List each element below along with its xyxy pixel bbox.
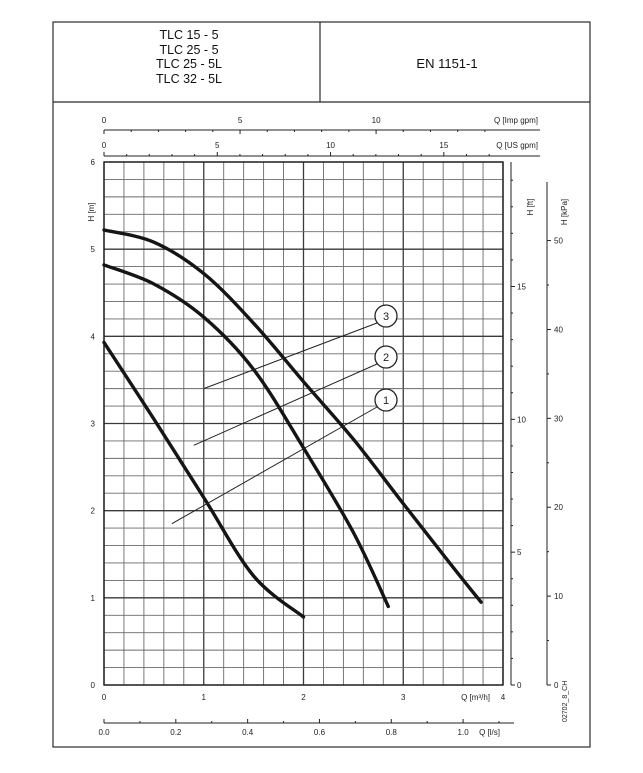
- kpa-tick-label: 40: [554, 325, 563, 335]
- y-tick-label: 4: [90, 332, 95, 342]
- ft-tick-label: 0: [517, 681, 522, 690]
- ls-tick-label: 0.2: [170, 728, 182, 737]
- imp-tick-label: 0: [101, 116, 107, 125]
- callout-label: 3: [382, 311, 390, 323]
- figure-code: 02702_8_CH: [562, 680, 569, 722]
- y-tick-label: 3: [90, 419, 95, 429]
- y-tick-label: 5: [90, 245, 95, 255]
- us-tick-label: 5: [215, 141, 220, 150]
- ls-tick-label: 0.8: [385, 728, 397, 737]
- x-tick-label: 2: [301, 693, 306, 702]
- y-axis-title: H [m]: [87, 202, 96, 222]
- x-tick-label: 0: [101, 693, 107, 702]
- imp-tick-label: 10: [371, 116, 381, 125]
- ft-axis-title: H [ft]: [526, 198, 535, 216]
- imp-tick-label: 5: [237, 116, 243, 125]
- pump-model: TLC 25 - 5: [159, 42, 219, 57]
- y-tick-label: 0: [90, 681, 95, 690]
- kpa-tick-label: 10: [554, 592, 563, 602]
- kpa-tick-label: 0: [554, 681, 559, 690]
- pump-model: TLC 15 - 5: [159, 28, 219, 42]
- x-tick-label: 4: [500, 693, 506, 702]
- ls-tick-label: 0.6: [313, 728, 326, 737]
- callout-label: 2: [382, 352, 390, 364]
- grid: [104, 162, 503, 685]
- pump-model: TLC 25 - 5L: [155, 57, 222, 71]
- us-tick-label: 0: [101, 141, 107, 150]
- imp-axis-title: Q [Imp gpm]: [493, 116, 538, 125]
- kpa-tick-label: 50: [554, 236, 563, 246]
- y-tick-label: 1: [90, 593, 95, 603]
- ls-axis-title: Q [l/s]: [479, 728, 500, 737]
- leader-line: [172, 407, 377, 524]
- us-tick-label: 10: [326, 141, 336, 150]
- ls-tick-label: 0.0: [98, 728, 110, 737]
- pump-model: TLC 32 - 5L: [155, 71, 222, 86]
- x-tick-label: 1: [201, 693, 206, 702]
- pump-model-list: [60, 28, 318, 86]
- kpa-tick-label: 20: [554, 503, 563, 513]
- ft-tick-label: 10: [517, 415, 526, 425]
- ls-tick-label: 0.4: [242, 728, 254, 737]
- y-tick-label: 2: [90, 506, 95, 516]
- ls-tick-label: 1.0: [457, 728, 469, 737]
- x-tick-label: 3: [401, 693, 406, 702]
- leader-line: [204, 323, 377, 389]
- kpa-axis-title: H [kPa]: [560, 198, 569, 226]
- us-tick-label: 15: [439, 141, 449, 150]
- us-axis-title: Q [US gpm]: [496, 141, 538, 150]
- y-tick-label: 6: [90, 158, 95, 167]
- kpa-tick-label: 30: [554, 414, 563, 424]
- callout-label: 1: [382, 395, 390, 407]
- x-axis-title: Q [m³/h]: [461, 693, 490, 702]
- ft-tick-label: 5: [517, 548, 522, 558]
- standard-label: EN 1151-1: [416, 56, 478, 71]
- ft-tick-label: 15: [517, 282, 526, 292]
